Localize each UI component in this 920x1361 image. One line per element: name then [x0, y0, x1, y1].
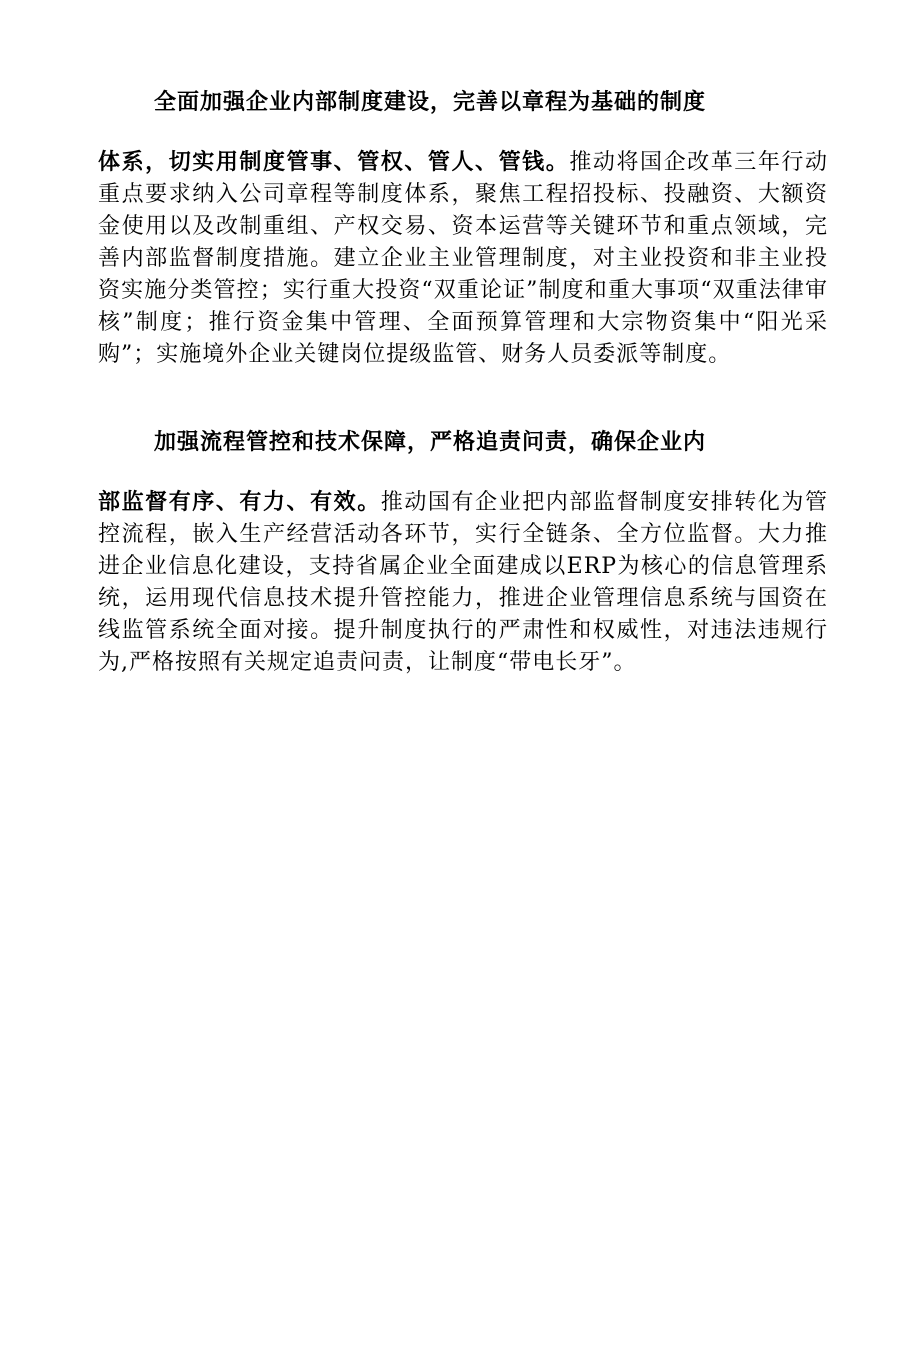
section-heading-line: 加强流程管控和技术保障，严格追责问责，确保企业内: [154, 429, 707, 455]
section-paragraph: [98, 486, 828, 679]
section-heading-line: 全面加强企业内部制度建设，完善以章程为基础的制度: [154, 89, 707, 115]
section-body-text: 推动国有企业把内部监督制度安排转化为管控流程，嵌入生产经营活动各环节，实行全链条、全方位监督。大力推进企业信息化建设，支持省属企业全面建成以ERP为核心的信息管理系统，运用现代信息技术提升管控能力，推进企业管理信息系统与国资在线监管系统全面对接。提升制度执行的严肃性和权威性，对违法违规行为,严格按照有关规定追责问责，让制度“带电长牙”。: [98, 490, 828, 675]
section-paragraph: [98, 146, 828, 371]
section-internal-system-building: [98, 86, 828, 371]
section-body-text: 推动将国企改革三年行动重点要求纳入公司章程等制度体系，聚焦工程招投标、投融资、大额资金使用以及改制重组、产权交易、资本运营等关键环节和重点领域，完善内部监督制度措施。建立企业主业管理制度，对主业投资和非主业投资实施分类管控；实行重大投资“双重论证”制度和重大事项“双重法律审核”制度；推行资金集中管理、全面预算管理和大宗物资集中“阳光采购”；实施境外企业关键岗位提级监管、财务人员委派等制度。: [98, 150, 828, 367]
section-heading-continuation: 部监督有序、有力、有效。: [98, 489, 381, 515]
section-process-control: [98, 426, 828, 679]
section-heading-continuation: 体系，切实用制度管事、管权、管人、管钱。: [98, 149, 570, 175]
